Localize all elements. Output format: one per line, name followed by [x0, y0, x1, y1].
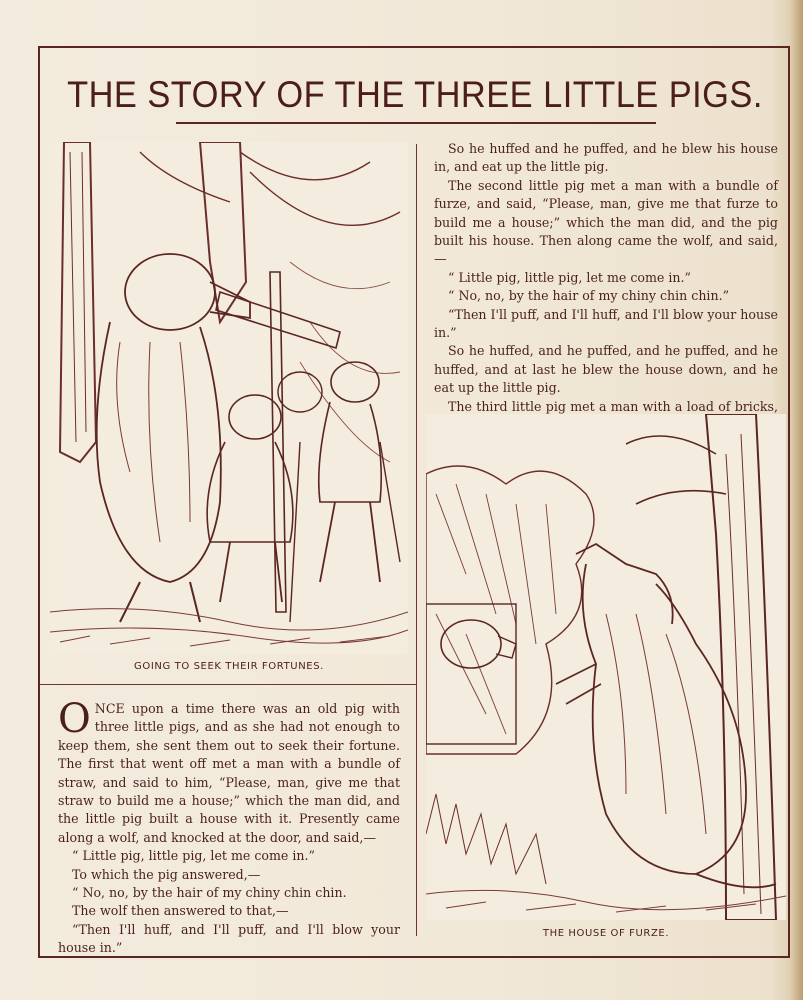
- right-paragraph-1: So he huffed and he puffed, and he blew his house in, and eat up the little pig.: [434, 141, 778, 175]
- column-divider: [416, 144, 417, 936]
- right-paragraph-5: “Then I'll puff, and I'll huff, and I'll blow your house in.”: [434, 306, 778, 341]
- caption-house-of-furze: THE HOUSE OF FURZE.: [542, 928, 670, 939]
- dialogue-line-1: “ Little pig, little pig, let me come in.”: [72, 848, 315, 864]
- opening-paragraph: [58, 696, 400, 847]
- right-paragraph-3: “ Little pig, little pig, let me come in.”: [448, 269, 691, 285]
- dialogue-line-2: To which the pig answered,—: [72, 866, 261, 882]
- title-underline: [176, 122, 656, 124]
- left-column-text: [58, 696, 400, 958]
- right-column-text: [434, 140, 778, 453]
- opening-text: NCE upon a time there was an old pig with three little pigs, and as she had not enough to keep them, she sent them out to seek their fortune. The first that went off met a man with a bundle of straw, and said to him, “Please, man, give me that straw to build me a house;” which the man did, and the little pig built a house with it. Presently came along a wolf, and knocked at the door, and said,—: [58, 701, 400, 845]
- wolf-engraving-icon: [426, 414, 786, 920]
- dialogue-line-5: “Then I'll huff, and I'll puff, and I'll blow your house in.”: [58, 921, 400, 956]
- dialogue-line-3: “ No, no, by the hair of my chiny chin chin.: [72, 885, 347, 901]
- page-title: THE STORY OF THE THREE LITTLE PIGS.: [67, 74, 763, 115]
- page-frame: [38, 46, 790, 958]
- right-paragraph-6: So he huffed, and he puffed, and he puffed, and he huffed, and at last he blew the house down, and he eat up the little pig.: [434, 343, 778, 396]
- dialogue-line-4: The wolf then answered to that,—: [72, 903, 289, 919]
- book-spine: [789, 0, 803, 1000]
- right-paragraph-2: The second little pig met a man with a bundle of furze, and said, “Please, man, give me that furze to build me a house;” which the man did, and the pig built his house. Then along came the wolf, and said,—: [434, 177, 778, 267]
- illustration-pigs-seeking-fortunes: [50, 142, 408, 654]
- right-paragraph-4: “ No, no, by the hair of my chiny chin chin.”: [448, 288, 730, 304]
- drop-cap: O: [58, 696, 91, 742]
- caption-pigs-seeking-fortunes: GOING TO SEEK THEIR FORTUNES.: [134, 661, 324, 672]
- pigs-engraving-icon: [50, 142, 408, 654]
- right-paragraph-7: The third little pig met a man with a load of bricks,: [448, 398, 778, 414]
- illustration-house-of-furze: [426, 414, 786, 920]
- left-column-divider: [40, 684, 416, 685]
